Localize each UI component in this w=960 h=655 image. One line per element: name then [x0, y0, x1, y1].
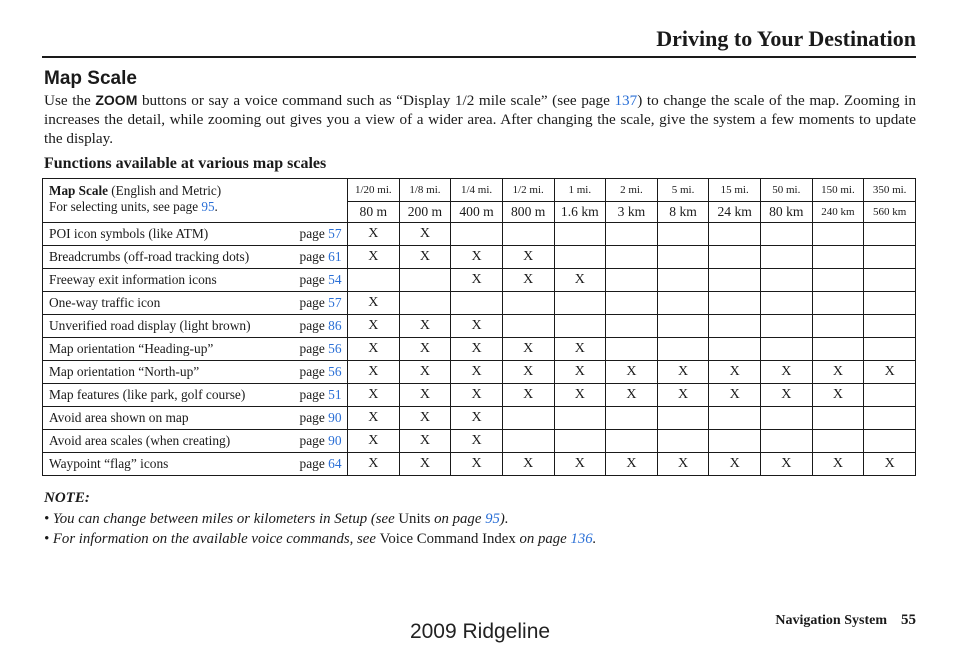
feature-page-ref: page 86 [298, 315, 348, 338]
availability-cell [761, 246, 813, 269]
availability-cell: X [761, 453, 813, 476]
availability-cell [761, 338, 813, 361]
availability-cell [709, 407, 761, 430]
feature-label: Map orientation “Heading-up” [43, 338, 298, 361]
page-link[interactable]: 90 [328, 410, 342, 425]
availability-cell: X [348, 292, 400, 315]
scale-mi: 1/20 mi. [348, 179, 400, 202]
page-link[interactable]: 56 [328, 364, 342, 379]
availability-cell: X [451, 430, 503, 453]
feature-page-ref: page 54 [298, 269, 348, 292]
availability-cell [864, 292, 916, 315]
availability-cell [709, 269, 761, 292]
page-link[interactable]: 61 [328, 249, 342, 264]
availability-cell: X [451, 315, 503, 338]
availability-cell [864, 338, 916, 361]
header-rule [42, 56, 916, 58]
table-row [43, 246, 916, 269]
availability-cell [606, 407, 658, 430]
table-header-cell: Map Scale (English and Metric) For selecting units, see page 95. [43, 179, 348, 223]
availability-cell [606, 292, 658, 315]
page-number: 55 [901, 612, 916, 628]
feature-label: POI icon symbols (like ATM) [43, 223, 298, 246]
availability-cell [606, 338, 658, 361]
availability-cell [812, 246, 864, 269]
table-row [43, 361, 916, 384]
availability-cell: X [451, 246, 503, 269]
table-row [43, 269, 916, 292]
availability-cell: X [657, 361, 709, 384]
availability-cell: X [451, 453, 503, 476]
availability-cell [657, 338, 709, 361]
availability-cell [812, 315, 864, 338]
availability-cell [864, 407, 916, 430]
availability-cell: X [348, 246, 400, 269]
availability-cell [657, 269, 709, 292]
scale-km: 1.6 km [554, 202, 606, 223]
table-row [43, 292, 916, 315]
availability-cell [606, 315, 658, 338]
page-link-95-note[interactable]: 95 [485, 511, 500, 527]
availability-cell [864, 269, 916, 292]
availability-cell: X [451, 338, 503, 361]
availability-cell [709, 292, 761, 315]
availability-cell [812, 407, 864, 430]
table-row [43, 223, 916, 246]
feature-page-ref: page 90 [298, 407, 348, 430]
availability-cell: X [657, 384, 709, 407]
availability-cell: X [399, 384, 451, 407]
feature-page-ref: page 56 [298, 361, 348, 384]
availability-cell: X [399, 246, 451, 269]
page-link[interactable]: 56 [328, 341, 342, 356]
section-title: Map Scale [44, 68, 137, 89]
availability-cell: X [812, 384, 864, 407]
availability-cell: X [864, 453, 916, 476]
availability-cell: X [399, 223, 451, 246]
availability-cell [657, 407, 709, 430]
availability-cell: X [812, 361, 864, 384]
page-link-136[interactable]: 136 [570, 531, 593, 547]
page-link-95[interactable]: 95 [201, 199, 215, 214]
availability-cell [864, 223, 916, 246]
zoom-button-label: ZOOM [95, 92, 138, 108]
scale-mi: 350 mi. [864, 179, 916, 202]
availability-cell: X [709, 361, 761, 384]
availability-cell: X [348, 430, 400, 453]
availability-cell [812, 292, 864, 315]
scale-km: 8 km [657, 202, 709, 223]
map-scale-table [42, 178, 916, 476]
scale-mi: 50 mi. [761, 179, 813, 202]
availability-cell: X [554, 361, 606, 384]
availability-cell: X [761, 361, 813, 384]
scale-mi: 1 mi. [554, 179, 606, 202]
feature-page-ref: page 57 [298, 223, 348, 246]
scale-mi: 150 mi. [812, 179, 864, 202]
feature-page-ref: page 56 [298, 338, 348, 361]
availability-cell: X [864, 361, 916, 384]
scale-mi: 1/4 mi. [451, 179, 503, 202]
note-item: • For information on the available voice commands, see Voice Command Index on page 136. [44, 531, 597, 547]
availability-cell: X [554, 453, 606, 476]
availability-cell [606, 246, 658, 269]
availability-cell [554, 246, 606, 269]
feature-page-ref: page 64 [298, 453, 348, 476]
availability-cell [554, 407, 606, 430]
feature-page-ref: page 57 [298, 292, 348, 315]
availability-cell: X [348, 338, 400, 361]
availability-cell [761, 269, 813, 292]
availability-cell [554, 315, 606, 338]
footer-nav: Navigation System 55 [775, 612, 916, 628]
availability-cell [451, 223, 503, 246]
availability-cell [502, 430, 554, 453]
feature-label: One-way traffic icon [43, 292, 298, 315]
availability-cell: X [606, 361, 658, 384]
note-label: NOTE: [44, 490, 90, 506]
watermark: 2009 Ridgeline [409, 620, 551, 643]
availability-cell [709, 246, 761, 269]
feature-label: Unverified road display (light brown) [43, 315, 298, 338]
availability-cell: X [606, 453, 658, 476]
availability-cell [554, 223, 606, 246]
availability-cell: X [451, 361, 503, 384]
availability-cell [502, 223, 554, 246]
availability-cell [864, 246, 916, 269]
feature-page-ref: page 61 [298, 246, 348, 269]
page-header-title: Driving to Your Destination [656, 26, 916, 51]
availability-cell: X [502, 453, 554, 476]
note-item: • You can change between miles or kilometers in Setup (see Units on page 95). [44, 511, 509, 527]
availability-cell: X [348, 315, 400, 338]
availability-cell: X [554, 338, 606, 361]
scale-km: 80 km [761, 202, 813, 223]
page-link[interactable]: 90 [328, 433, 342, 448]
availability-cell: X [502, 361, 554, 384]
availability-cell [761, 407, 813, 430]
scale-mi: 15 mi. [709, 179, 761, 202]
availability-cell: X [554, 384, 606, 407]
feature-label: Avoid area shown on map [43, 407, 298, 430]
scale-mi: 5 mi. [657, 179, 709, 202]
availability-cell: X [657, 453, 709, 476]
feature-label: Map orientation “North-up” [43, 361, 298, 384]
availability-cell: X [399, 338, 451, 361]
table-row [43, 430, 916, 453]
page-link[interactable]: 54 [328, 272, 342, 287]
availability-cell [761, 430, 813, 453]
page-link[interactable]: 86 [328, 318, 342, 333]
availability-cell [554, 430, 606, 453]
availability-cell [399, 269, 451, 292]
scale-km: 560 km [864, 202, 916, 223]
feature-label: Freeway exit information icons [43, 269, 298, 292]
availability-cell: X [812, 453, 864, 476]
availability-cell: X [502, 269, 554, 292]
availability-cell [451, 292, 503, 315]
availability-cell [864, 384, 916, 407]
availability-cell [761, 223, 813, 246]
availability-cell [812, 223, 864, 246]
availability-cell: X [502, 246, 554, 269]
availability-cell [657, 315, 709, 338]
availability-cell: X [451, 269, 503, 292]
availability-cell [812, 269, 864, 292]
availability-cell: X [348, 361, 400, 384]
availability-cell: X [399, 315, 451, 338]
availability-cell: X [451, 407, 503, 430]
availability-cell [709, 315, 761, 338]
availability-cell [606, 430, 658, 453]
page-link[interactable]: 51 [328, 387, 342, 402]
feature-label: Breadcrumbs (off-road tracking dots) [43, 246, 298, 269]
availability-cell: X [399, 407, 451, 430]
availability-cell: X [451, 384, 503, 407]
availability-cell: X [348, 407, 400, 430]
scale-mi: 1/2 mi. [502, 179, 554, 202]
availability-cell [812, 430, 864, 453]
scale-mi: 2 mi. [606, 179, 658, 202]
table-subheading: Functions available at various map scales [44, 155, 327, 172]
availability-cell: X [399, 361, 451, 384]
page-link[interactable]: 57 [328, 295, 342, 310]
intro-paragraph: Use the ZOOM buttons or say a voice command such as “Display 1/2 mile scale” (see page 137) to change the scale of the map. Zooming in increases the detail, while zooming out gives you a view of a wider area. After changing the scale, give the system a few moments to update the display. [44, 92, 916, 147]
availability-cell [348, 269, 400, 292]
feature-label: Avoid area scales (when creating) [43, 430, 298, 453]
availability-cell: X [502, 384, 554, 407]
availability-cell [864, 315, 916, 338]
page-link[interactable]: 64 [328, 456, 342, 471]
availability-cell [761, 315, 813, 338]
availability-cell: X [761, 384, 813, 407]
availability-cell: X [606, 384, 658, 407]
scale-km: 24 km [709, 202, 761, 223]
table-row [43, 407, 916, 430]
availability-cell: X [348, 384, 400, 407]
availability-cell: X [348, 223, 400, 246]
availability-cell: X [709, 384, 761, 407]
availability-cell: X [399, 453, 451, 476]
availability-cell [657, 430, 709, 453]
note-list [44, 509, 596, 549]
scale-mi: 1/8 mi. [399, 179, 451, 202]
availability-cell [502, 315, 554, 338]
page-link[interactable]: 57 [328, 226, 342, 241]
scale-km: 800 m [502, 202, 554, 223]
availability-cell: X [709, 453, 761, 476]
table-row [43, 315, 916, 338]
availability-cell [399, 292, 451, 315]
availability-cell [502, 292, 554, 315]
scale-km: 200 m [399, 202, 451, 223]
availability-cell [554, 292, 606, 315]
feature-label: Waypoint “flag” icons [43, 453, 298, 476]
scale-km: 80 m [348, 202, 400, 223]
availability-cell: X [502, 338, 554, 361]
availability-cell [657, 223, 709, 246]
availability-cell [812, 338, 864, 361]
availability-cell: X [399, 430, 451, 453]
availability-cell [657, 246, 709, 269]
availability-cell [606, 223, 658, 246]
feature-page-ref: page 51 [298, 384, 348, 407]
availability-cell [864, 430, 916, 453]
availability-cell [709, 338, 761, 361]
scale-km: 3 km [606, 202, 658, 223]
availability-cell: X [554, 269, 606, 292]
table-row [43, 338, 916, 361]
table-row [43, 453, 916, 476]
availability-cell [709, 223, 761, 246]
availability-cell [657, 292, 709, 315]
table-row [43, 384, 916, 407]
scale-km: 240 km [812, 202, 864, 223]
scale-km: 400 m [451, 202, 503, 223]
feature-label: Map features (like park, golf course) [43, 384, 298, 407]
availability-cell [606, 269, 658, 292]
feature-page-ref: page 90 [298, 430, 348, 453]
availability-cell [709, 430, 761, 453]
availability-cell: X [348, 453, 400, 476]
availability-cell [502, 407, 554, 430]
availability-cell [761, 292, 813, 315]
page-link-137[interactable]: 137 [614, 92, 638, 109]
